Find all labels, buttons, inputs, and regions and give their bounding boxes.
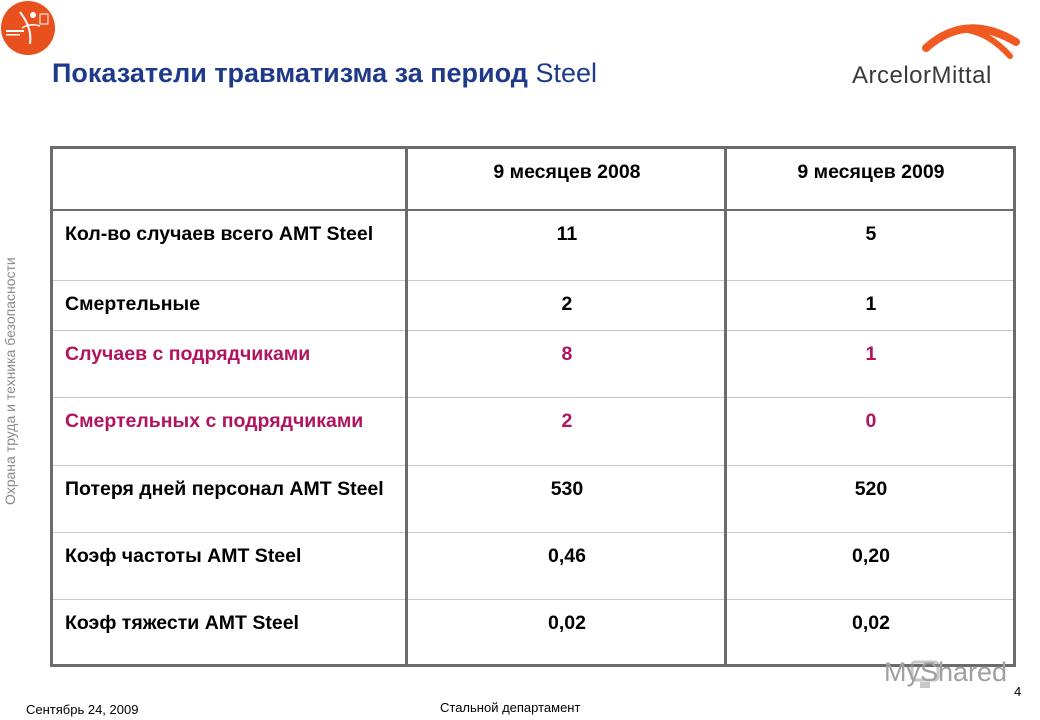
row-label: Потеря дней персонал АМТ Steel	[52, 465, 407, 532]
row-value-2008: 0,46	[407, 532, 726, 599]
table-row	[52, 280, 1015, 330]
row-label: Коэф тяжести АМТ Steel	[52, 599, 407, 665]
footer-department: Стальной департамент	[440, 700, 581, 715]
brand-name: ArcelorMittal	[852, 62, 992, 89]
table-row	[52, 397, 1015, 465]
table-row	[52, 210, 1015, 280]
table-row	[52, 465, 1015, 532]
row-value-2009: 520	[725, 465, 1014, 532]
table-row	[52, 532, 1015, 599]
page-title	[52, 58, 597, 89]
table-row	[52, 330, 1015, 397]
header-cell-2008: 9 месяцев 2008	[407, 148, 726, 211]
page-number: 4	[1014, 684, 1022, 699]
row-label: Смертельных с подрядчиками	[52, 397, 407, 465]
footer-date: Сентябрь 24, 2009	[26, 702, 139, 717]
row-value-2008: 2	[407, 397, 726, 465]
row-value-2008: 8	[407, 330, 726, 397]
row-value-2008: 2	[407, 280, 726, 330]
table-header-row	[52, 148, 1015, 211]
watermark-text: MyShared	[884, 657, 1008, 687]
corner-logo	[0, 0, 56, 56]
row-value-2009: 1	[725, 330, 1014, 397]
row-value-2009: 1	[725, 280, 1014, 330]
row-label: Коэф частоты АМТ Steel	[52, 532, 407, 599]
row-value-2009: 5	[725, 210, 1014, 280]
title-bold: Показатели травматизма за период	[52, 58, 528, 88]
row-value-2008: 530	[407, 465, 726, 532]
row-value-2009: 0,02	[725, 599, 1014, 665]
injury-stats-table	[50, 146, 1016, 667]
row-label: Кол-во случаев всего АМТ Steel	[52, 210, 407, 280]
title-light: Steel	[535, 58, 597, 88]
row-value-2009: 0	[725, 397, 1014, 465]
side-label: Охрана труда и техника безопасности	[2, 257, 18, 505]
row-label: Случаев с подрядчиками	[52, 330, 407, 397]
row-label: Смертельные	[52, 280, 407, 330]
row-value-2008: 0,02	[407, 599, 726, 665]
row-value-2009: 0,20	[725, 532, 1014, 599]
header-cell-2009: 9 месяцев 2009	[725, 148, 1014, 211]
row-value-2008: 11	[407, 210, 726, 280]
header-cell-empty	[52, 148, 407, 211]
